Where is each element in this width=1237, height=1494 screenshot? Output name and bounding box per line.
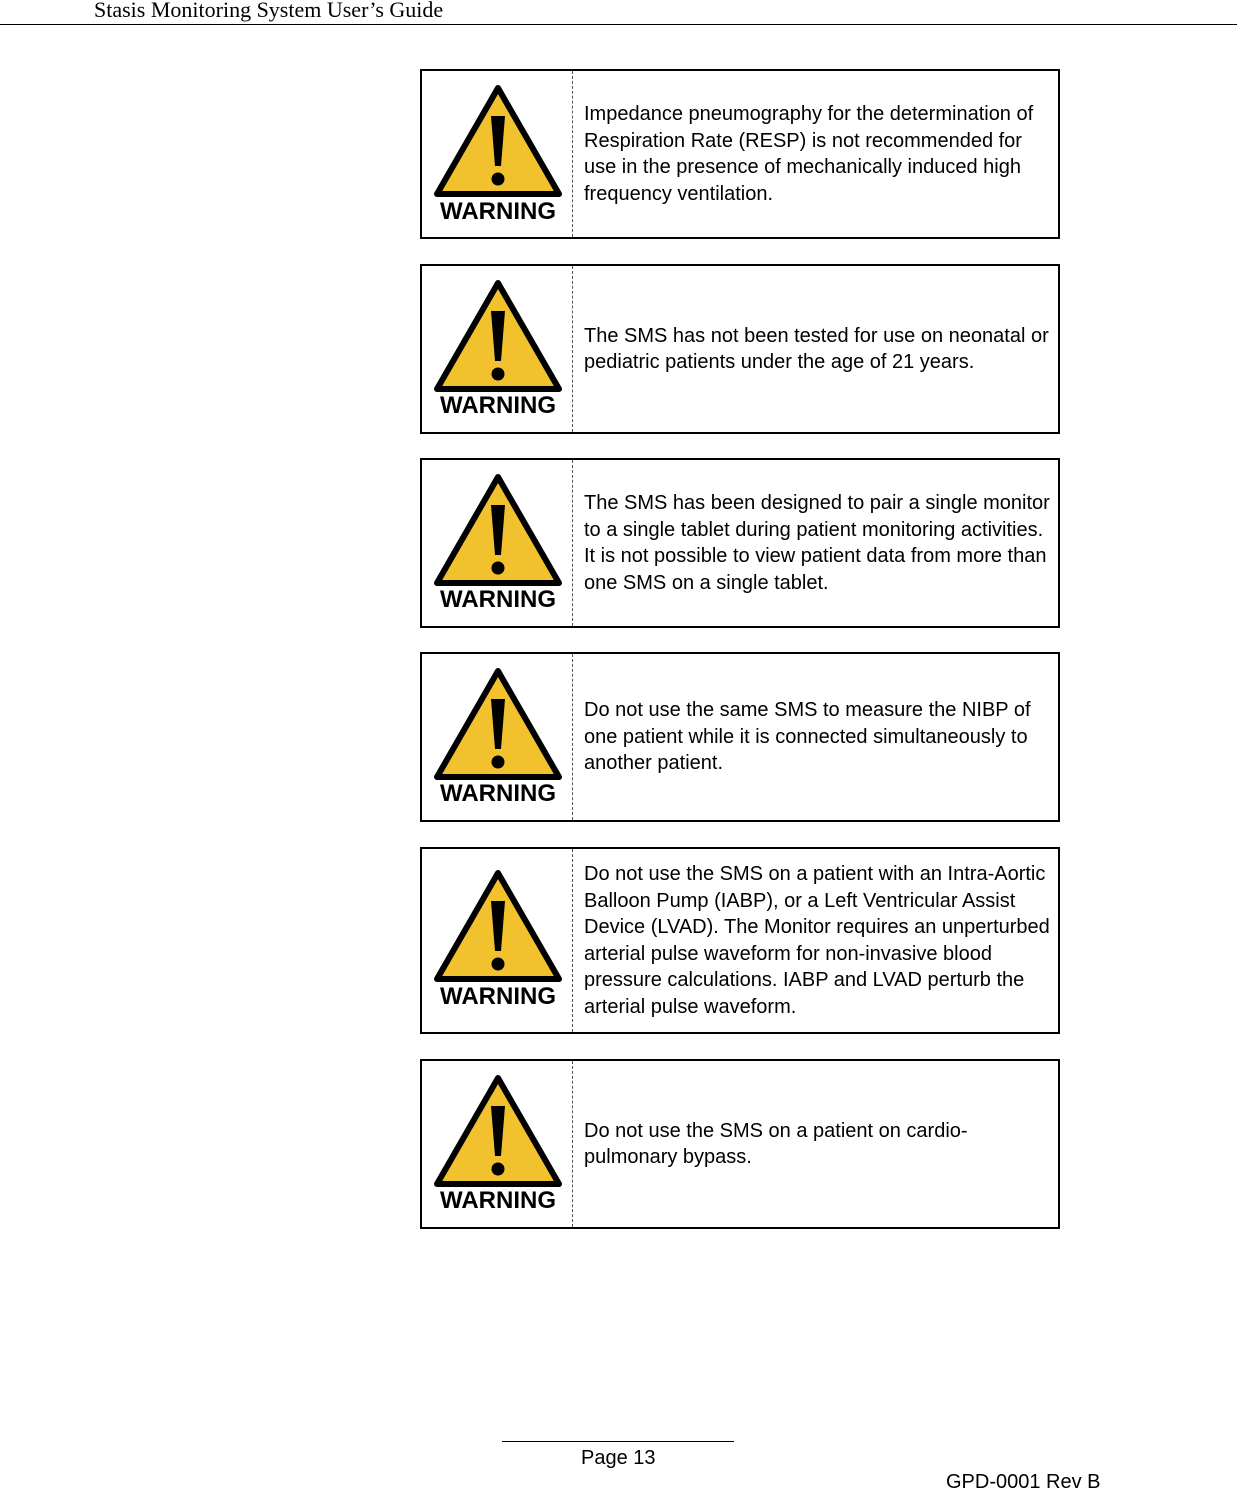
warning-box [420, 1059, 1060, 1229]
warning-label: WARNING [440, 983, 556, 1010]
warning-text-cell [573, 71, 1058, 237]
warning-symbol-cell [422, 849, 573, 1032]
warning-text-cell [573, 460, 1058, 626]
footer-divider [502, 1441, 734, 1442]
warning-box [420, 264, 1060, 434]
warning-triangle-icon [433, 1074, 563, 1188]
warning-text-cell [573, 1061, 1058, 1227]
warning-text: Do not use the same SMS to measure the NIBP of one patient while it is connected simultaneously to another patient. [584, 699, 1031, 775]
warning-box [420, 847, 1060, 1034]
warning-symbol-cell [422, 71, 573, 237]
warning-label: WARNING [440, 780, 556, 807]
warning-box [420, 458, 1060, 628]
warning-text: The SMS has not been tested for use on neonatal or pediatric patients under the age of 21 years. [584, 324, 1049, 373]
warning-symbol-cell [422, 654, 573, 820]
warning-label: WARNING [440, 392, 556, 419]
warning-triangle-icon [433, 869, 563, 983]
warning-triangle-icon [433, 473, 563, 587]
warning-symbol-cell [422, 266, 573, 432]
warning-symbol-cell [422, 1061, 573, 1227]
warning-symbol-cell [422, 460, 573, 626]
warning-text-cell [573, 849, 1058, 1032]
warning-box [420, 69, 1060, 239]
warning-triangle-icon [433, 667, 563, 781]
warning-text-cell [573, 266, 1058, 432]
warning-triangle-icon [433, 279, 563, 393]
header-divider [0, 24, 1237, 25]
warning-text: Do not use the SMS on a patient with an Intra-Aortic Balloon Pump (IABP), or a Left Ventricular Assist Device (LVAD). The Monitor requires an unperturbed arterial pulse waveform for non-invasive blood pressure calculations. IABP and LVAD perturb the arterial pulse waveform. [584, 863, 1050, 1018]
warning-text-cell [573, 654, 1058, 820]
warning-box [420, 652, 1060, 822]
page-number: Page 13 [581, 1447, 656, 1469]
warning-text: Do not use the SMS on a patient on cardio-pulmonary bypass. [584, 1119, 968, 1168]
document-id: GPD-0001 Rev B [946, 1471, 1101, 1493]
warning-text: Impedance pneumography for the determination of Respiration Rate (RESP) is not recommended for use in the presence of mechanically induced high frequency ventilation. [584, 103, 1034, 205]
document-title: Stasis Monitoring System User’s Guide [94, 0, 444, 22]
warning-label: WARNING [440, 586, 556, 613]
warning-label: WARNING [440, 198, 556, 225]
warning-label: WARNING [440, 1187, 556, 1214]
warning-triangle-icon [433, 84, 563, 198]
warning-text: The SMS has been designed to pair a single monitor to a single tablet during patient monitoring activities. It is not possible to view patient data from more than one SMS on a single tablet. [584, 492, 1050, 594]
